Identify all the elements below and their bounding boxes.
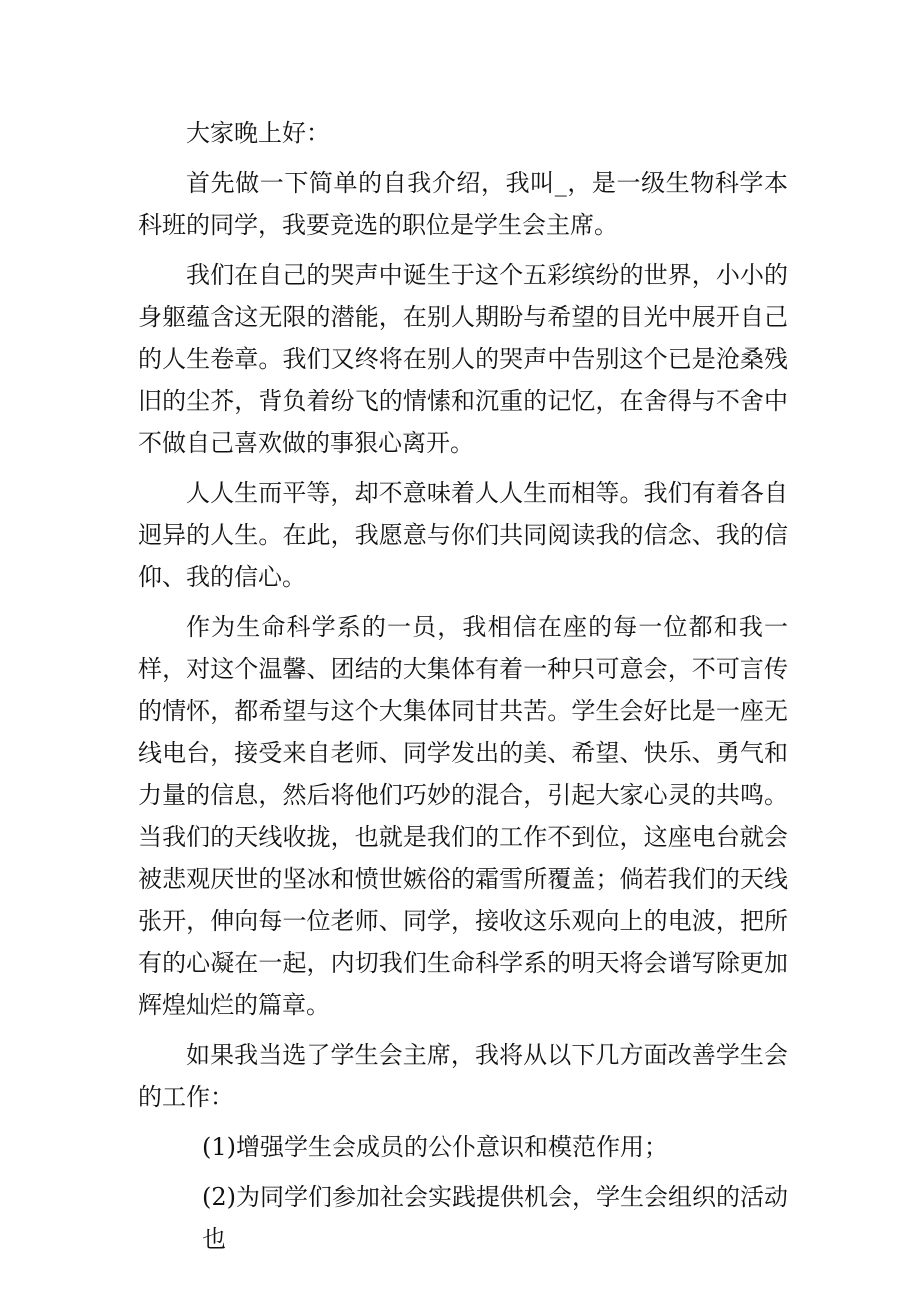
paragraph-student-union: 作为生命科学系的一员，我相信在座的每一位都和我一样，对这个温馨、团结的大集体有着一种只可意会，不可言传的情怀，都希望与这个大集体同甘共苦。学生会好比是一座无线电台，接受来自老师、同学发出的美、希望、快乐、勇气和力量的信息，然后将他们巧妙的混合，引起大家心灵的共鸣。当我们的天线收拢，也就是我们的工作不到位，这座电台就会被悲观厌世的坚冰和愤世嫉俗的霜雪所覆盖；倘若我们的天线张开，伸向每一位老师、同学，接收这乐观向上的电波，把所有的心凝在一起，内切我们生命科学系的明天将会谱写除更加辉煌灿烂的篇章。: [138, 613, 788, 1019]
list-item: (2)为同学们参加社会实践提供机会，学生会组织的活动也: [202, 1183, 788, 1253]
paragraph-intro: 首先做一下简单的自我介绍，我叫_，是一级生物科学本科班的同学，我要竞选的职位是学生会主席。: [138, 169, 788, 239]
document-body: [138, 112, 788, 1268]
list-item: (1)增强学生会成员的公仆意识和模范作用；: [202, 1133, 668, 1161]
paragraph-plan: 如果我当选了学生会主席，我将从以下几方面改善学生会的工作：: [138, 1041, 788, 1111]
paragraph-equality: 人人生而平等，却不意味着人人生而相等。我们有着各自迥异的人生。在此，我愿意与你们共同阅读我的信念、我的信仰、我的信心。: [138, 479, 788, 591]
greeting: 大家晚上好：: [186, 119, 330, 147]
paragraph-birth: 我们在自己的哭声中诞生于这个五彩缤纷的世界，小小的身躯蕴含这无限的潜能，在别人期盼与希望的目光中展开自己的人生卷章。我们又终将在别人的哭声中告别这个已是沧桑残旧的尘芥，背负着纷飞的情愫和沉重的记忆，在舍得与不舍中不做自己喜欢做的事狠心离开。: [138, 261, 788, 457]
